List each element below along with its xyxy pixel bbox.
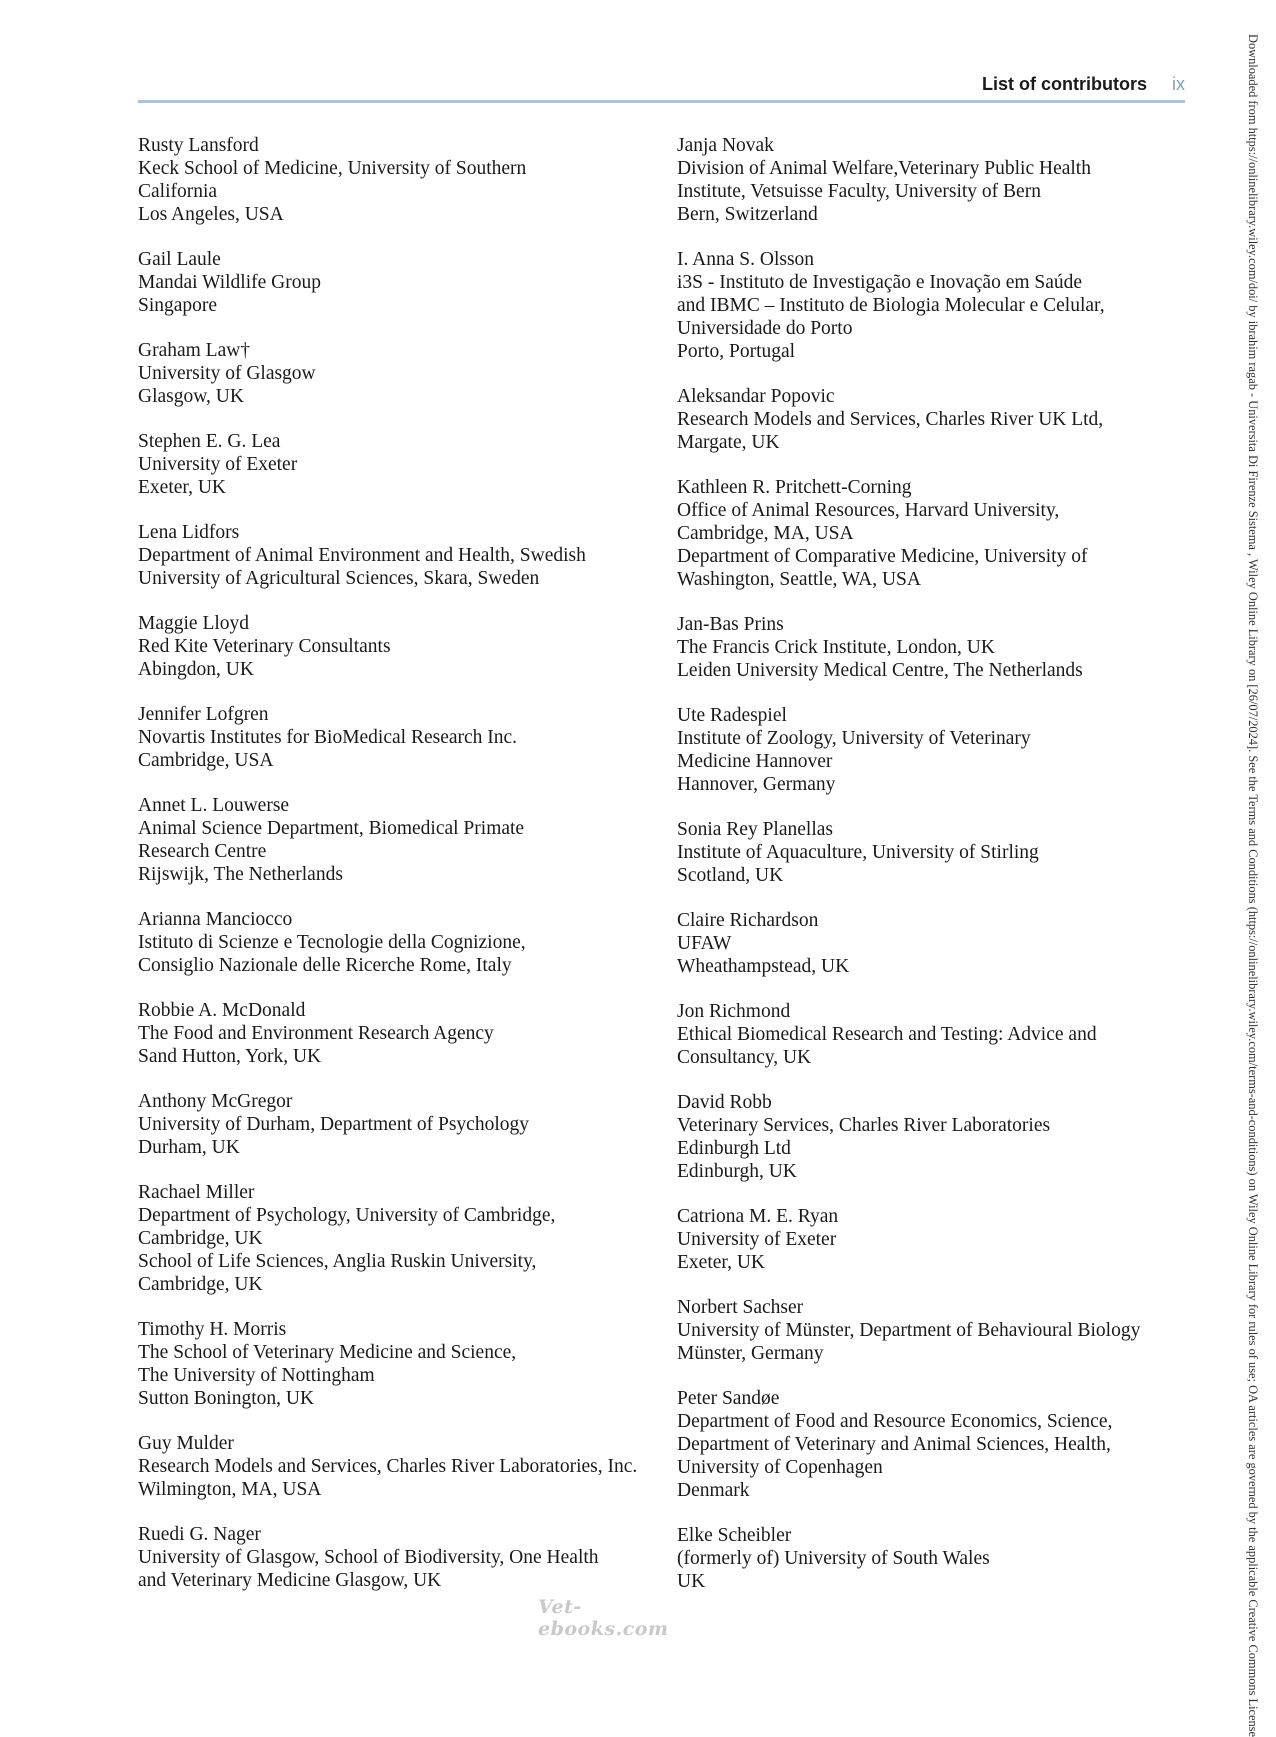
contributor-entry bbox=[138, 999, 658, 1068]
contributor-affiliation-line: Keck School of Medicine, University of Southern bbox=[138, 158, 527, 179]
contributor-entry bbox=[677, 476, 1187, 591]
contributor-name: Gail Laule bbox=[138, 249, 221, 270]
contributor-affiliation-line: Novartis Institutes for BioMedical Research Inc. bbox=[138, 727, 518, 748]
contributor-affiliation-line: Sutton Bonington, UK bbox=[138, 1388, 315, 1409]
contributor-name: Aleksandar Popovic bbox=[677, 386, 835, 407]
contributor-affiliation-line: i3S - Instituto de Investigação e Inovação em Saúde bbox=[677, 272, 1083, 293]
contributor-affiliation-line: Ethical Biomedical Research and Testing: Advice and bbox=[677, 1024, 1097, 1045]
contributor-affiliation-line: University of Durham, Department of Psychology bbox=[138, 1114, 530, 1135]
contributor-entry bbox=[138, 1432, 658, 1501]
contributor-affiliation-line: Veterinary Services, Charles River Laboratories bbox=[677, 1115, 1051, 1136]
contributor-affiliation-line: California bbox=[138, 181, 218, 202]
contributor-affiliation-line: UFAW bbox=[677, 933, 732, 954]
contributor-affiliation-line: Research Models and Services, Charles River Laboratories, Inc. bbox=[138, 1456, 638, 1477]
contributor-affiliation-line: The Food and Environment Research Agency bbox=[138, 1023, 494, 1044]
contributor-affiliation-line: Sand Hutton, York, UK bbox=[138, 1046, 322, 1067]
contributor-name: Claire Richardson bbox=[677, 910, 819, 931]
contributor-entry bbox=[677, 818, 1187, 887]
contributor-affiliation-line: Cambridge, UK bbox=[138, 1228, 263, 1249]
contributor-affiliation-line: Department of Veterinary and Animal Sciences, Health, bbox=[677, 1434, 1111, 1455]
contributor-entry bbox=[138, 134, 658, 226]
contributor-affiliation-line: (formerly of) University of South Wales bbox=[677, 1548, 990, 1569]
header-divider bbox=[138, 100, 1185, 103]
running-header bbox=[138, 74, 1185, 102]
contributor-affiliation-line: Wilmington, MA, USA bbox=[138, 1479, 322, 1500]
contributor-entry bbox=[677, 385, 1187, 454]
contributor-affiliation-line: University of Exeter bbox=[138, 454, 298, 475]
contributor-name: I. Anna S. Olsson bbox=[677, 249, 815, 270]
contributor-name: Graham Law† bbox=[138, 340, 251, 361]
contributor-affiliation-line: Edinburgh, UK bbox=[677, 1161, 797, 1182]
contributor-affiliation-line: The School of Veterinary Medicine and Science, bbox=[138, 1342, 517, 1363]
contributor-affiliation-line: University of Glasgow, School of Biodiversity, One Health bbox=[138, 1547, 599, 1568]
contributor-entry bbox=[677, 1296, 1187, 1365]
contributor-entry bbox=[677, 613, 1187, 682]
contributor-affiliation-line: Cambridge, MA, USA bbox=[677, 523, 854, 544]
contributor-affiliation-line: Wheathampstead, UK bbox=[677, 956, 850, 977]
contributor-name: Jon Richmond bbox=[677, 1001, 791, 1022]
contributor-entry bbox=[677, 909, 1187, 978]
contributor-entry bbox=[138, 339, 658, 408]
contributor-affiliation-line: Abingdon, UK bbox=[138, 659, 254, 680]
contributor-entry bbox=[677, 704, 1187, 796]
contributor-affiliation-line: Animal Science Department, Biomedical Primate bbox=[138, 818, 525, 839]
contributor-name: Guy Mulder bbox=[138, 1433, 234, 1454]
contributor-affiliation-line: Margate, UK bbox=[677, 432, 780, 453]
contributor-name: Lena Lidfors bbox=[138, 522, 240, 543]
contributor-name: Robbie A. McDonald bbox=[138, 1000, 306, 1021]
contributor-entry bbox=[138, 1318, 658, 1410]
contributor-affiliation-line: Denmark bbox=[677, 1480, 750, 1501]
contributor-entry bbox=[677, 1387, 1187, 1502]
contributor-entry bbox=[138, 248, 658, 317]
contributor-affiliation-line: University of Agricultural Sciences, Skara, Sweden bbox=[138, 568, 540, 589]
contributor-affiliation-line: The University of Nottingham bbox=[138, 1365, 375, 1386]
contributor-affiliation-line: and IBMC – Instituto de Biologia Molecular e Celular, bbox=[677, 295, 1105, 316]
contributor-entry bbox=[138, 908, 658, 977]
contributor-entry bbox=[677, 248, 1187, 363]
contributor-name: Anthony McGregor bbox=[138, 1091, 293, 1112]
contributor-affiliation-line: Institute of Aquaculture, University of Stirling bbox=[677, 842, 1039, 863]
contributor-affiliation-line: Research Models and Services, Charles River UK Ltd, bbox=[677, 409, 1104, 430]
contributor-affiliation-line: University of Glasgow bbox=[138, 363, 316, 384]
contributor-affiliation-line: Consultancy, UK bbox=[677, 1047, 812, 1068]
contributor-affiliation-line: School of Life Sciences, Anglia Ruskin University, bbox=[138, 1251, 537, 1272]
download-notice-text: Downloaded from https://onlinelibrary.wiley.com/doi/ by ibrahim ragab - Universita Di Firenze Sistema , Wiley Online Library on [26/07/2024]. See the Terms and Conditions (https://onlinelibrary.wiley.com/terms-and-conditions) on Wiley Online Library for rules of use; OA articles are governed by the applicable Creative Commons License bbox=[1246, 34, 1260, 1737]
contributor-name: Jan-Bas Prins bbox=[677, 614, 784, 635]
contributor-affiliation-line: Department of Animal Environment and Health, Swedish bbox=[138, 545, 586, 566]
contributor-affiliation-line: Leiden University Medical Centre, The Netherlands bbox=[677, 660, 1083, 681]
contributors-right-column bbox=[677, 134, 1187, 1615]
contributor-name: Timothy H. Morris bbox=[138, 1319, 287, 1340]
contributor-affiliation-line: University of Copenhagen bbox=[677, 1457, 883, 1478]
contributor-affiliation-line: Medicine Hannover bbox=[677, 751, 833, 772]
contributor-name: Ute Radespiel bbox=[677, 705, 787, 726]
contributor-entry bbox=[138, 703, 658, 772]
contributor-entry bbox=[677, 1091, 1187, 1183]
contributor-entry bbox=[138, 430, 658, 499]
contributor-affiliation-line: Cambridge, USA bbox=[138, 750, 274, 771]
contributor-affiliation-line: Edinburgh Ltd bbox=[677, 1138, 791, 1159]
contributor-affiliation-line: Office of Animal Resources, Harvard University, bbox=[677, 500, 1060, 521]
contributor-affiliation-line: Institute, Vetsuisse Faculty, University of Bern bbox=[677, 181, 1041, 202]
contributor-affiliation-line: Research Centre bbox=[138, 841, 267, 862]
contributor-affiliation-line: Institute of Zoology, University of Veterinary bbox=[677, 728, 1031, 749]
contributor-affiliation-line: Los Angeles, USA bbox=[138, 204, 284, 225]
contributor-affiliation-line: The Francis Crick Institute, London, UK bbox=[677, 637, 995, 658]
contributor-name: Jennifer Lofgren bbox=[138, 704, 269, 725]
contributor-name: Rusty Lansford bbox=[138, 135, 259, 156]
contributor-affiliation-line: Exeter, UK bbox=[677, 1252, 766, 1273]
contributor-affiliation-line: Scotland, UK bbox=[677, 865, 784, 886]
contributor-entry bbox=[677, 1524, 1187, 1593]
contributor-name: Maggie Lloyd bbox=[138, 613, 250, 634]
page-number: ix bbox=[1172, 74, 1185, 94]
contributor-affiliation-line: Universidade do Porto bbox=[677, 318, 853, 339]
contributor-affiliation-line: Division of Animal Welfare,Veterinary Public Health bbox=[677, 158, 1091, 179]
contributor-affiliation-line: Mandai Wildlife Group bbox=[138, 272, 321, 293]
running-header-title: List of contributors bbox=[982, 74, 1147, 94]
contributor-affiliation-line: Department of Psychology, University of Cambridge, bbox=[138, 1205, 556, 1226]
contributor-affiliation-line: Singapore bbox=[138, 295, 218, 316]
contributor-affiliation-line: Hannover, Germany bbox=[677, 774, 836, 795]
contributor-name: David Robb bbox=[677, 1092, 772, 1113]
contributor-entry bbox=[138, 521, 658, 590]
contributor-name: Arianna Manciocco bbox=[138, 909, 293, 930]
contributor-entry bbox=[138, 794, 658, 886]
contributor-entry bbox=[138, 1181, 658, 1296]
contributor-affiliation-line: Rijswijk, The Netherlands bbox=[138, 864, 343, 885]
contributor-affiliation-line: Department of Comparative Medicine, University of bbox=[677, 546, 1088, 567]
contributor-affiliation-line: University of Exeter bbox=[677, 1229, 837, 1250]
contributor-affiliation-line: Durham, UK bbox=[138, 1137, 240, 1158]
contributor-affiliation-line: Consiglio Nazionale delle Ricerche Rome, Italy bbox=[138, 955, 512, 976]
contributor-name: Janja Novak bbox=[677, 135, 774, 156]
contributor-affiliation-line: UK bbox=[677, 1571, 706, 1592]
contributor-name: Catriona M. E. Ryan bbox=[677, 1206, 839, 1227]
contributor-name: Elke Scheibler bbox=[677, 1525, 792, 1546]
download-notice bbox=[1246, 34, 1260, 1737]
contributor-entry bbox=[138, 612, 658, 681]
contributor-affiliation-line: Porto, Portugal bbox=[677, 341, 796, 362]
contributor-name: Sonia Rey Planellas bbox=[677, 819, 833, 840]
contributors-left-column bbox=[138, 134, 658, 1614]
contributor-affiliation-line: Münster, Germany bbox=[677, 1343, 824, 1364]
contributor-entry bbox=[677, 1000, 1187, 1069]
watermark-logo: Vet-ebooks.com bbox=[538, 1596, 669, 1640]
contributor-affiliation-line: Red Kite Veterinary Consultants bbox=[138, 636, 391, 657]
contributor-affiliation-line: Bern, Switzerland bbox=[677, 204, 818, 225]
contributor-entry bbox=[677, 1205, 1187, 1274]
contributor-name: Stephen E. G. Lea bbox=[138, 431, 281, 452]
contributor-entry bbox=[138, 1523, 658, 1592]
contributor-affiliation-line: and Veterinary Medicine Glasgow, UK bbox=[138, 1570, 442, 1591]
contributor-affiliation-line: Washington, Seattle, WA, USA bbox=[677, 569, 921, 590]
contributor-affiliation-line: Istituto di Scienze e Tecnologie della Cognizione, bbox=[138, 932, 526, 953]
contributor-name: Norbert Sachser bbox=[677, 1297, 804, 1318]
contributor-affiliation-line: Cambridge, UK bbox=[138, 1274, 263, 1295]
contributor-affiliation-line: Exeter, UK bbox=[138, 477, 227, 498]
contributor-entry bbox=[138, 1090, 658, 1159]
contributor-name: Peter Sandøe bbox=[677, 1388, 780, 1409]
contributor-entry bbox=[677, 134, 1187, 226]
contributor-affiliation-line: University of Münster, Department of Behavioural Biology bbox=[677, 1320, 1141, 1341]
contributor-name: Kathleen R. Pritchett-Corning bbox=[677, 477, 912, 498]
contributor-affiliation-line: Glasgow, UK bbox=[138, 386, 244, 407]
contributor-name: Annet L. Louwerse bbox=[138, 795, 290, 816]
contributor-name: Rachael Miller bbox=[138, 1182, 255, 1203]
contributor-name: Ruedi G. Nager bbox=[138, 1524, 261, 1545]
contributor-affiliation-line: Department of Food and Resource Economics, Science, bbox=[677, 1411, 1113, 1432]
